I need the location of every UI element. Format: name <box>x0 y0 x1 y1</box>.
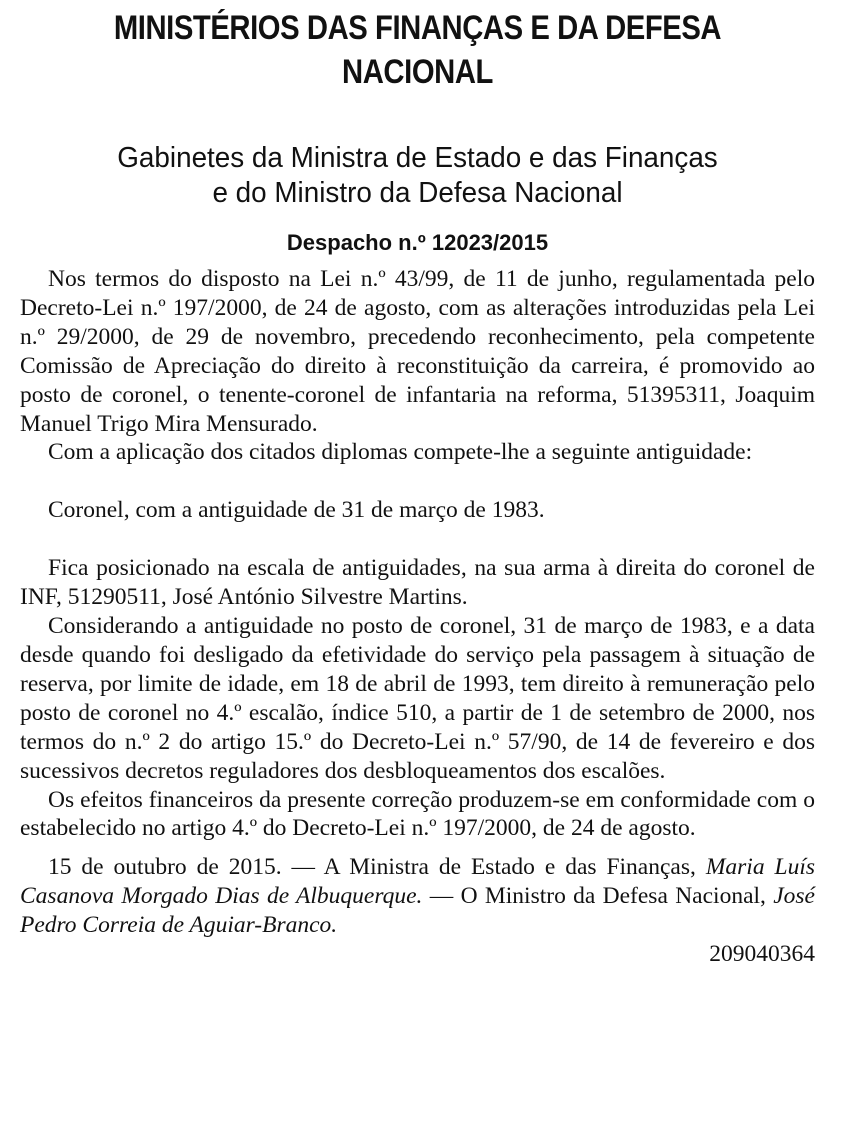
paragraph-seniority-date: Coronel, com a antiguidade de 31 de março de 1983. <box>48 497 545 524</box>
document-page <box>20 6 815 969</box>
signature-name-finance-minister: Maria Luís Casanova Morgado Dias de Albuquerque. <box>20 854 815 910</box>
signature-block <box>20 853 815 940</box>
paragraph-financial-effects: Os efeitos financeiros da presente correção produzem-se em conformidade com o estabelecido no artigo 4.º do Decreto-Lei n.º 197/2000, de 24 de agosto. <box>20 786 815 842</box>
paragraph-remuneration: Considerando a antiguidade no posto de coronel, 31 de março de 1983, e a data desde quando foi desligado da efetividade do serviço pela passagem à situação de reserva, por limite de idade, em 18 de abril de 1993, tem direito à remuneração pelo posto de coronel no 4.º escalão, índice 510, a partir de 1 de setembro de 2000, nos termos do n.º 2 do artigo 15.º do Decreto-Lei n.º 57/90, de 14 de fevereiro e dos sucessivos decretos reguladores dos desbloqueamentos dos escalões. <box>20 613 815 784</box>
paragraph-positioning: Fica posicionado na escala de antiguidades, na sua arma à direita do coronel de INF, 51290511, José António Silvestre Martins. <box>20 555 815 611</box>
despacho-title: Despacho n.º 12023/2015 <box>286 230 549 255</box>
cabinet-heading-line2: e do Ministro da Defesa Nacional <box>212 177 623 209</box>
cabinet-heading-line1: Gabinetes da Ministra de Estado e das Finanças <box>117 142 718 174</box>
document-body <box>20 265 815 969</box>
signature-date-title1: 15 de outubro de 2015. — A Ministra de Estado e das Finanças, <box>48 854 696 881</box>
signature-title2: — O Ministro da Defesa Nacional, <box>429 883 766 910</box>
signature-name-defense-minister: José Pedro Correia de Aguiar-Branco. <box>20 883 815 939</box>
paragraph-seniority-intro: Com a aplicação dos citados diplomas compete-lhe a seguinte antiguidade: <box>48 439 753 466</box>
document-number: 209040364 <box>709 941 815 968</box>
ministry-heading <box>20 6 815 94</box>
paragraph-promotion: Nos termos do disposto na Lei n.º 43/99, de 11 de junho, regulamentada pelo Decreto-Lei n.º 197/2000, de 24 de agosto, com as alterações introduzidas pela Lei n.º 29/2000, de 29 de novembro, precedendo reconhecimento, pela competente Comissão de Apreciação do direito à reconstituição da carreira, é promovido ao posto de coronel, o tenente-coronel de infantaria na reforma, 51395311, Joaquim Manuel Trigo Mira Mensurado. <box>20 266 815 437</box>
cabinet-heading <box>36 141 799 211</box>
ministry-heading-line2: NACIONAL <box>342 53 493 91</box>
ministry-heading-line1: MINISTÉRIOS DAS FINANÇAS E DA DEFESA <box>113 9 722 47</box>
